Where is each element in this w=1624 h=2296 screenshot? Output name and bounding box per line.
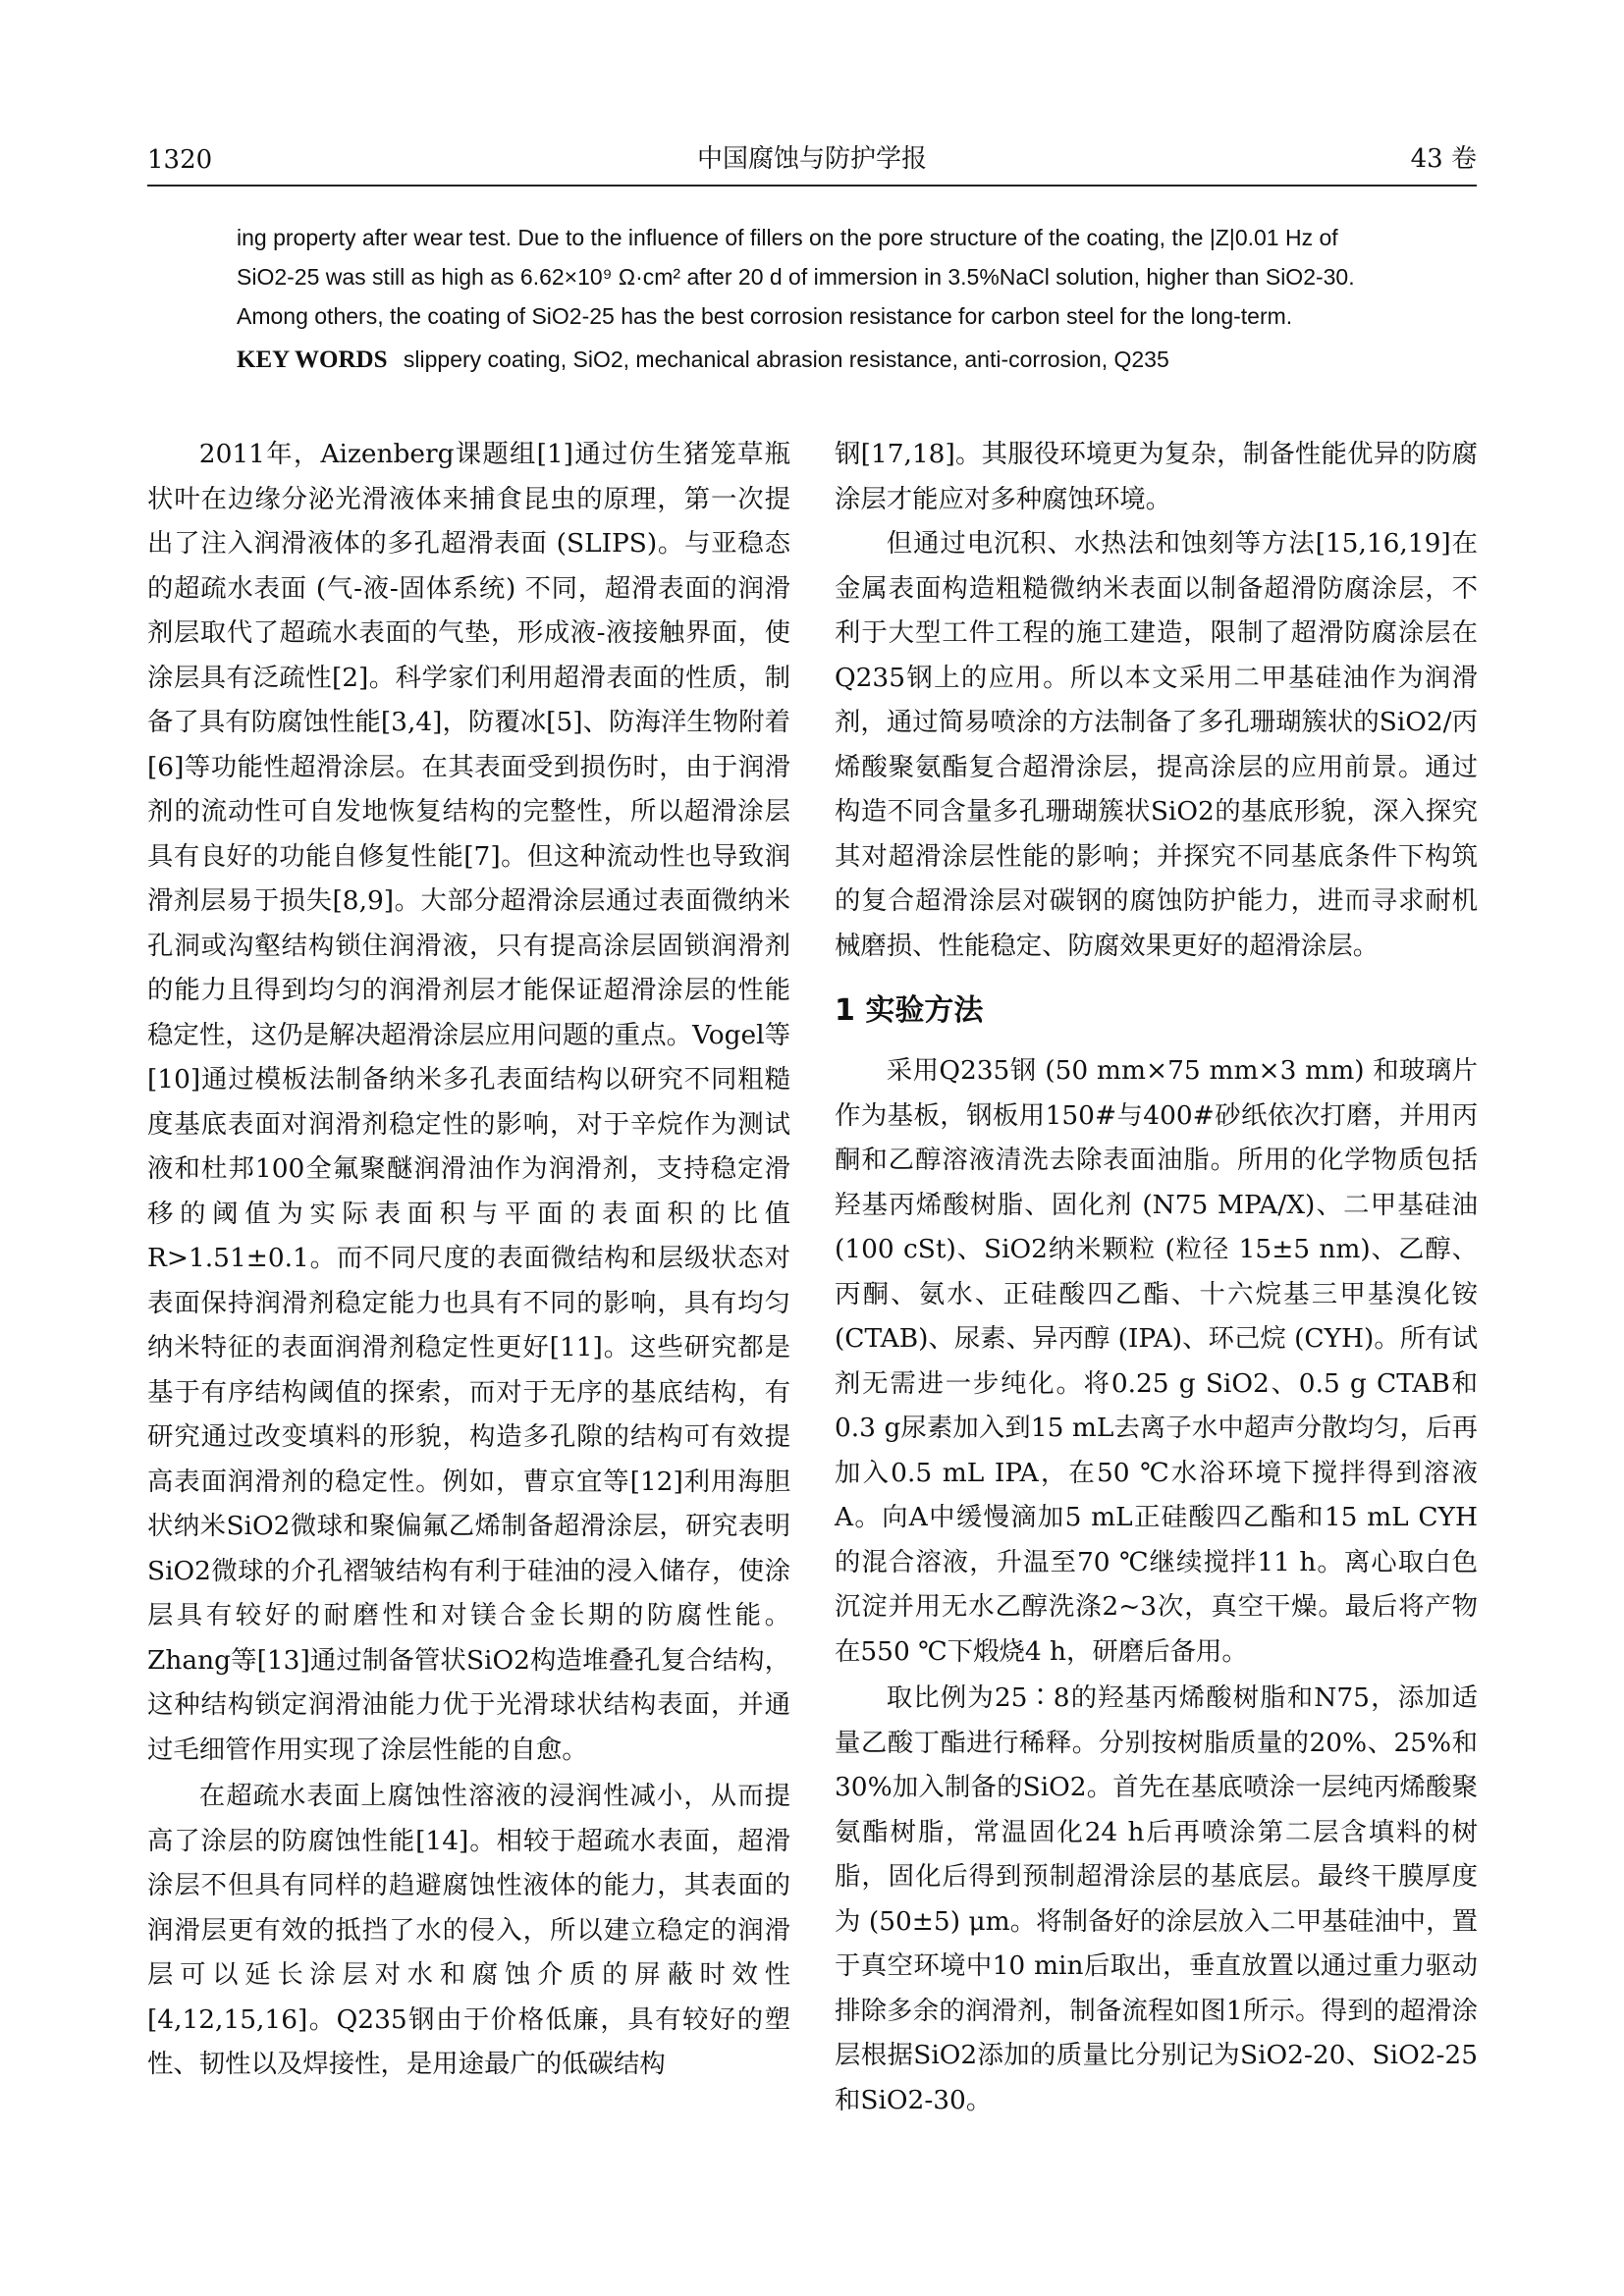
english-abstract: [237, 218, 1390, 380]
left-column: [147, 432, 790, 2087]
abstract-text: ing property after wear test. Due to the influence of fillers on the pore structure of the coating, the |Z|0.01 Hz of SiO2-25 was still as high as 6.62×10⁹ Ω·cm² after 20 d of immersion in 3.5%NaCl solution, higher than SiO2-30. Among others, the coating of SiO2-25 has the best corrosion resistance for carbon steel for the long-term.: [237, 225, 1355, 329]
right-column: [835, 432, 1478, 2122]
intro-paragraph-continued: 钢[17,18]。其服役环境更为复杂，制备性能优异的防腐涂层才能应对多种腐蚀环境。: [835, 439, 1478, 514]
intro-paragraph-1: 2011年，Aizenberg课题组[1]通过仿生猪笼草瓶状叶在边缘分泌光滑液体来捕食昆虫的原理，第一次提出了注入润滑液体的多孔超滑表面 (SLIPS)。与亚稳态的超疏水表面 (气-液-固体系统) 不同，超滑表面的润滑剂层取代了超疏水表面的气垫，形成液-液接触界面，使涂层具有泛疏性[2]。科学家们利用超滑表面的性质，制备了具有防腐蚀性能[3,4]，防覆冰[5]、防海洋生物附着[6]等功能性超滑涂层。在其表面受到损伤时，由于润滑剂的流动性可自发地恢复结构的完整性，所以超滑涂层具有良好的功能自修复性能[7]。但这种流动性也导致润滑剂层易于损失[8,9]。大部分超滑涂层通过表面微纳米孔洞或沟壑结构锁住润滑液，只有提高涂层固锁润滑剂的能力且得到均匀的润滑剂层才能保证超滑涂层的性能稳定性，这仍是解决超滑涂层应用问题的重点。Vogel等[10]通过模板法制备纳米多孔表面结构以研究不同粗糙度基底表面对润滑剂稳定性的影响，对于辛烷作为测试液和杜邦100全氟聚醚润滑油作为润滑剂，支持稳定滑移的阈值为实际表面积与平面的表面积的比值R>1.51±0.1。而不同尺度的表面微结构和层级状态对表面保持润滑剂稳定能力也具有不同的影响，具有均匀纳米特征的表面润滑剂稳定性更好[11]。这些研究都是基于有序结构阈值的探索，而对于无序的基底结构，有研究通过改变填料的形貌，构造多孔隙的结构可有效提高表面润滑剂的稳定性。例如，曹京宜等[12]利用海胆状纳米SiO2微球和聚偏氟乙烯制备超滑涂层，研究表明SiO2微球的介孔褶皱结构有利于硅油的浸入储存，使涂层具有较好的耐磨性和对镁合金长期的防腐性能。Zhang等[13]通过制备管状SiO2构造堆叠孔复合结构，这种结构锁定润滑油能力优于光滑球状结构表面，并通过毛细管作用实现了涂层性能的自愈。: [147, 439, 790, 1765]
keywords-text: slippery coating, SiO2, mechanical abrasion resistance, anti-corrosion, Q235: [403, 347, 1169, 372]
section-heading-methods: 1 实验方法: [835, 993, 984, 1028]
methods-paragraph-2: 取比例为25∶8的羟基丙烯酸树脂和N75，添加适量乙酸丁酯进行稀释。分别按树脂质量的20%、25%和30%加入制备的SiO2。首先在基底喷涂一层纯丙烯酸聚氨酯树脂，常温固化24 h后再喷涂第二层含填料的树脂，固化后得到预制超滑涂层的基底层。最终干膜厚度为 (50±5) μm。将制备好的涂层放入二甲基硅油中，置于真空环境中10 min后取出，垂直放置以通过重力驱动排除多余的润滑剂，制备流程如图1所示。得到的超滑涂层根据SiO2添加的质量比分别记为SiO2-20、SiO2-25和SiO2-30。: [835, 1682, 1478, 2115]
page-number: 1320: [147, 145, 213, 175]
journal-title: 中国腐蚀与防护学报: [696, 144, 927, 174]
methods-paragraph-1: 采用Q235钢 (50 mm×75 mm×3 mm) 和玻璃片作为基板，钢板用150#与400#砂纸依次打磨，并用丙酮和乙醇溶液清洗去除表面油脂。所用的化学物质包括羟基丙烯酸树脂、固化剂 (N75 MPA/X)、二甲基硅油 (100 cSt)、SiO2纳米颗粒 (粒径 15±5 nm)、乙醇、丙酮、氨水、正硅酸四乙酯、十六烷基三甲基溴化铵 (CTAB)、尿素、异丙醇 (IPA)、环己烷 (CYH)。所有试剂无需进一步纯化。将0.25 g SiO2、0.5 g CTAB和0.3 g尿素加入到15 mL去离子水中超声分散均匀，后再加入0.5 mL IPA，在50 ℃水浴环境下搅拌得到溶液A。向A中缓慢滴加5 mL正硅酸四乙酯和15 mL CYH的混合溶液，升温至70 ℃继续搅拌11 h。离心取白色沉淀并用无水乙醇洗涤2~3次，真空干燥。最后将产物在550 ℃下煅烧4 h，研磨后备用。: [835, 1055, 1478, 1667]
page-header: [147, 135, 1477, 187]
intro-paragraph-3: 但通过电沉积、水热法和蚀刻等方法[15,16,19]在金属表面构造粗糙微纳米表面以制备超滑防腐涂层，不利于大型工件工程的施工建造，限制了超滑防腐涂层在Q235钢上的应用。所以本文采用二甲基硅油作为润滑剂，通过简易喷涂的方法制备了多孔珊瑚簇状的SiO2/丙烯酸聚氨酯复合超滑涂层，提高涂层的应用前景。通过构造不同含量多孔珊瑚簇状SiO2的基底形貌，深入探究其对超滑涂层性能的影响；并探究不同基底条件下构筑的复合超滑涂层对碳钢的腐蚀防护能力，进而寻求耐机械磨损、性能稳定、防腐效果更好的超滑涂层。: [835, 528, 1478, 961]
keywords-label: KEY WORDS: [237, 347, 388, 373]
intro-paragraph-2: 在超疏水表面上腐蚀性溶液的浸润性减小，从而提高了涂层的防腐蚀性能[14]。相较于超疏水表面，超滑涂层不但具有同样的趋避腐蚀性液体的能力，其表面的润滑层更有效的抵挡了水的侵入，所以建立稳定的润滑层可以延长涂层对水和腐蚀介质的屏蔽时效性[4,12,15,16]。Q235钢由于价格低廉，具有较好的塑性、韧性以及焊接性，是用途最广的低碳结构: [147, 1781, 790, 2079]
volume-label: 43 卷: [1410, 144, 1477, 174]
keywords: [237, 340, 1390, 380]
